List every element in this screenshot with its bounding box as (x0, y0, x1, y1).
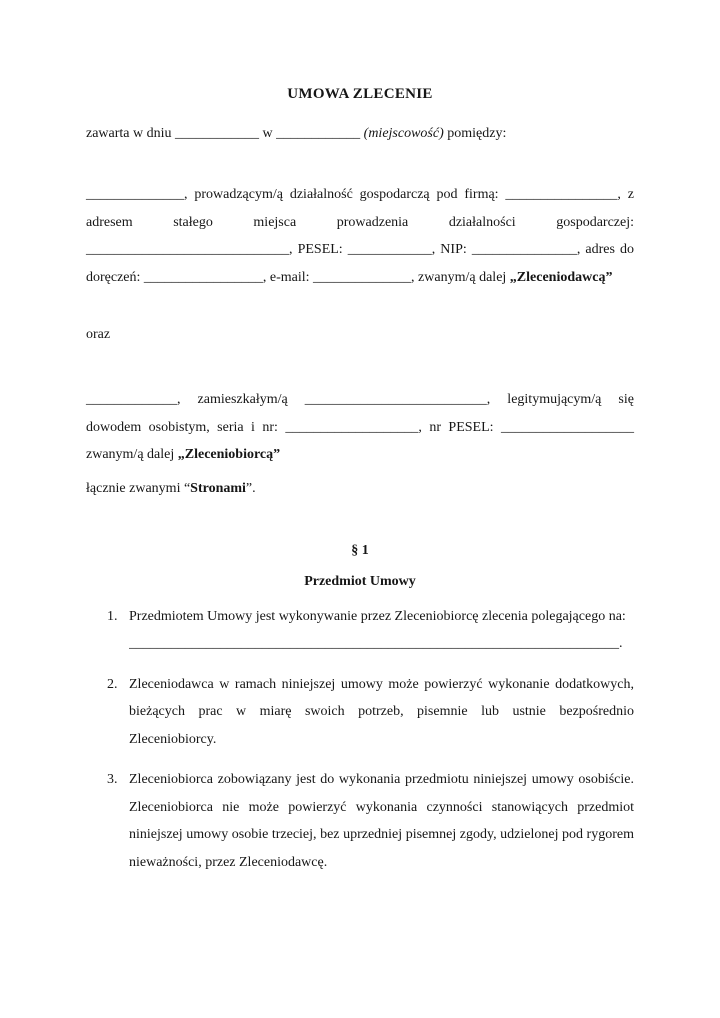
contractor-text: _____________, zamieszkałym/ą __________________________, legitymującym/ą się dowodem osobistym, seria i nr: ___________________, nr PESEL: ___________________ zwanym/ą dalej (86, 392, 634, 462)
list-item-text: Zleceniobiorca zobowiązany jest do wykonania przedmiotu niniejszej umowy osobiście. Zleceniobiorca nie może powierzyć wykonania czynności stanowiących przedmiot niniejszej umowy osobie trzeciej, bez uprzedniej pisemnej zgody, udzielonej pod rygorem nieważności, przez Zleceniodawcę. (129, 772, 634, 870)
parties-text-post: ”. (245, 480, 256, 496)
contractor-party-name: „Zleceniobiorcą” (177, 447, 281, 462)
list-item-body (129, 766, 634, 876)
date-blank-field: ____________ (175, 126, 260, 141)
section1-title: Przedmiot Umowy (304, 573, 416, 589)
section1-item-list (86, 603, 634, 877)
principal-party-name: „Zleceniodawcą” (509, 269, 613, 285)
conjunction-line: oraz (86, 327, 111, 342)
intro-text-pre: zawarta w dniu (86, 126, 176, 141)
list-item (86, 766, 634, 876)
intro-text-post: pomiędzy: (443, 126, 507, 141)
section1-number: § 1 (351, 542, 369, 558)
list-item-number: 2. (107, 676, 118, 692)
list-item (86, 671, 634, 754)
list-item-body (129, 671, 634, 754)
principal-paragraph (86, 181, 634, 291)
intro-line (86, 120, 634, 147)
parties-text-pre: łącznie zwanymi “ (86, 480, 191, 496)
list-item (86, 603, 634, 658)
list-item-number: 3. (107, 772, 118, 787)
subject-blank-field: ______________________________________________________________________. (129, 636, 623, 651)
place-hint: (miejscowość) (360, 126, 444, 141)
parties-line (86, 475, 634, 502)
place-blank-field: ____________ (276, 126, 361, 141)
parties-term: Stronami (190, 480, 246, 496)
list-item-text: Zleceniodawca w ramach niniejszej umowy może powierzyć wykonanie dodatkowych, bieżących prac w miarę swoich potrzeb, pisemnie lub ustnie bezpośrednio Zleceniobiorcy. (129, 676, 634, 747)
intro-text-mid: w (259, 126, 277, 141)
list-item-number: 1. (107, 608, 118, 624)
document-title: UMOWA ZLECENIE (287, 86, 433, 102)
list-item-body (129, 603, 634, 658)
principal-text: ______________, prowadzącym/ą działalność gospodarczą pod firmą: ________________, z adresem stałego miejsca prowadzenia działalności gospodarczej: _____________________________, PESEL: ____________, NIP: _______________, adres do doręczeń: _________________, e-mail: ______________, zwanym/ą dalej (86, 187, 634, 285)
list-item-text: Przedmiotem Umowy jest wykonywanie przez Zleceniobiorcę zlecenia polegającego na: (129, 608, 626, 624)
contractor-paragraph (86, 386, 634, 469)
